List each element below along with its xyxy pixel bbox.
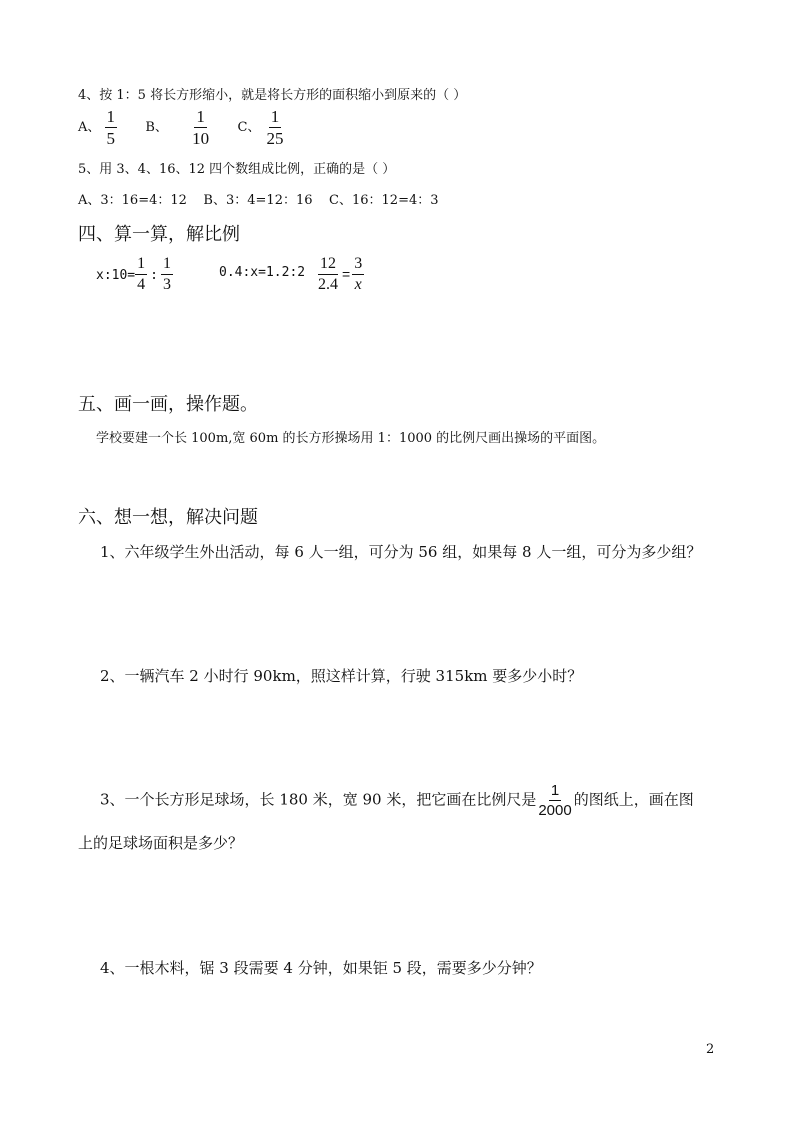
equation-1-fraction-2	[161, 256, 173, 293]
option-c-numerator: 1	[270, 107, 280, 126]
equation-3-equals: =	[342, 266, 351, 282]
equation-1-fraction-1	[135, 256, 147, 293]
equation-3-right-num: 3	[352, 256, 364, 275]
problem-4: 4、一根木料，锯 3 段需要 4 分钟，如果钜 5 段，需要多少分钟？	[100, 959, 542, 977]
question-3-4-options	[78, 108, 286, 147]
option-c-fraction	[265, 108, 286, 147]
option-c-denominator: 25	[266, 129, 284, 148]
equation-3-right-fraction	[352, 256, 364, 293]
option-b-numerator: 1	[196, 107, 205, 126]
equation-3	[316, 256, 364, 293]
question-3-5: 5、用 3、4、16、12 四个数组成比例，正确的是（ ）	[78, 162, 396, 177]
equation-3-left-den: 2.4	[318, 276, 338, 293]
problem-3-text-part-2: 的图纸上，画在图	[573, 790, 694, 809]
option-b-label: B、	[145, 120, 168, 135]
problem-3-scale-fraction	[536, 783, 573, 818]
option-b-fraction	[190, 108, 211, 147]
problem-3-scale-num: 1	[550, 782, 560, 799]
option-a-fraction	[105, 108, 118, 147]
problem-3-scale-den: 2000	[538, 802, 572, 819]
option-a-numerator: 1	[106, 107, 116, 126]
equation-3-left-num: 12	[318, 256, 338, 275]
equation-1-prefix: x:10=	[96, 268, 136, 283]
option-a-label: A、	[78, 120, 101, 135]
equation-3-right-den: x	[354, 276, 362, 293]
equation-1-fraction-2-num: 1	[161, 256, 173, 275]
question-3-5-options: A、3：16=4：12 B、3：4=12：16 C、16：12=4：3	[78, 193, 439, 208]
option-c-label: C、	[237, 120, 261, 135]
problem-3-line-1	[100, 783, 694, 818]
equation-1-fraction-1-den: 4	[137, 276, 146, 293]
equation-1-colon: :	[150, 268, 158, 283]
equation-1	[96, 256, 173, 293]
problem-3-line-2: 上的足球场面积是多少？	[78, 834, 244, 852]
option-b-denominator: 10	[192, 129, 210, 148]
problem-2: 2、一辆汽车 2 小时行 90km，照这样计算，行驶 315km 要多少小时？	[100, 667, 583, 685]
section-5-heading: 五、画一画，操作题。	[78, 394, 258, 415]
option-a-denominator: 5	[106, 129, 116, 148]
section-4-heading: 四、算一算，解比例	[78, 224, 240, 245]
question-3-4: 4、按 1：5 将长方形缩小，就是将长方形的面积缩小到原来的（ ）	[78, 88, 467, 103]
problem-3-text-part-1: 3、一个长方形足球场，长 180 米，宽 90 米，把它画在比例尺是	[100, 790, 537, 809]
equation-1-fraction-1-num: 1	[135, 256, 147, 275]
section-5-task: 学校要建一个长 100m,宽 60m 的长方形操场用 1：1000 的比例尺画出操场的平面图。	[96, 431, 606, 446]
problem-1: 1、六年级学生外出活动，每 6 人一组，可分为 56 组，如果每 8 人一组，可分为多少组？	[100, 543, 702, 561]
section-6-heading: 六、想一想，解决问题	[78, 507, 258, 528]
equation-1-fraction-2-den: 3	[162, 276, 171, 293]
equation-2: 0.4:x=1.2:2	[219, 265, 306, 280]
page-number: 2	[706, 1042, 715, 1057]
equation-3-left-fraction	[316, 256, 340, 293]
